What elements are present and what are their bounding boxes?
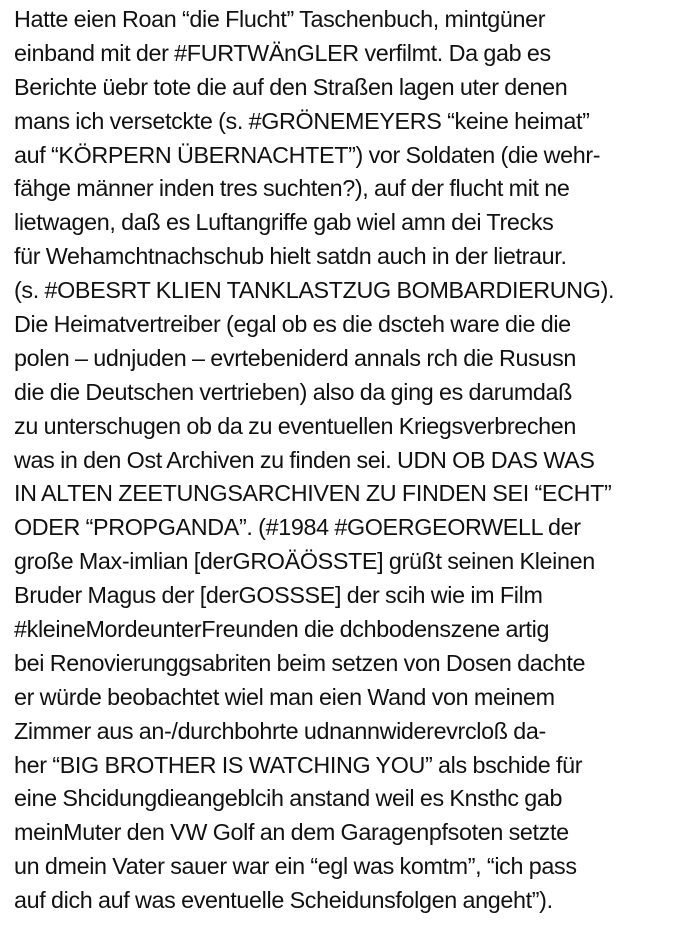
- body-text: [14, 3, 682, 918]
- text-line-1: Hatte eien Roan “die Flucht” Taschenbuch, mintgüner: [14, 6, 546, 32]
- text-line-8: für Wehamchtnachschub hielt satdn auch in der lietraur.: [14, 243, 567, 270]
- text-line-6: fähge männer inden tres suchten?), auf der flucht mit ne: [14, 175, 570, 202]
- text-line-3: Berichte üebr tote die auf den Straßen lagen uter denen: [14, 73, 568, 100]
- text-line-10: Die Heimatvertreiber (egal ob es die dscteh ware die die: [14, 311, 571, 338]
- text-line-2: einband mit der #FURTWÄnGLER verfilmt. Da gab es: [14, 39, 551, 66]
- text-line-14: was in den Ost Archiven zu finden sei. UDN OB DAS WAS: [14, 446, 595, 473]
- text-line-16: ODER “PROPGANDA”. (#1984 #GOERGEORWELL der: [14, 514, 581, 541]
- text-line-15: IN ALTEN ZEETUNGSARCHIVEN ZU FINDEN SEI “ECHT”: [14, 480, 612, 507]
- text-line-27: auf dich auf was eventuelle Scheidunsfolgen angeht”).: [14, 887, 553, 914]
- text-line-26: un dmein Vater sauer war ein “egl was komtm”, “ich pass: [14, 853, 577, 880]
- text-line-21: er würde beobachtet wiel man eien Wand von meinem: [14, 683, 555, 710]
- text-line-25: meinMuter den VW Golf an dem Garagenpfsoten setzte: [14, 819, 569, 846]
- text-line-13: zu unterschugen ob da zu eventuellen Kriegsverbrechen: [14, 412, 577, 439]
- text-line-4: mans ich versetckte (s. #GRÖNEMEYERS “keine heimat”: [14, 107, 590, 134]
- text-line-9: (s. #OBESRT KLIEN TANKLASTZUG BOMBARDIERUNG).: [14, 277, 615, 304]
- text-line-17: große Max-imlian [derGROÄÖSSTE] grüßt seinen Kleinen: [14, 548, 595, 575]
- text-line-22: Zimmer aus an-/durchbohrte udnannwiderevrcloß da-: [14, 717, 546, 744]
- text-line-18: Bruder Magus der [derGOSSSE] der scih wie im Film: [14, 582, 543, 609]
- text-line-19: #kleineMordeunterFreunden die dchbodenszene artig: [14, 616, 550, 643]
- text-line-23: her “BIG BROTHER IS WATCHING YOU” als bschide für: [14, 751, 583, 778]
- text-line-12: die die Deutschen vertrieben) also da ging es darumdaß: [14, 378, 573, 405]
- text-line-20: bei Renovierunggsabriten beim setzen von Dosen dachte: [14, 649, 586, 676]
- text-line-11: polen – udnjuden – evrtebeniderd annals rch die Rususn: [14, 344, 577, 371]
- text-line-7: lietwagen, daß es Luftangriffe gab wiel amn dei Trecks: [14, 209, 554, 236]
- text-line-5: auf “KÖRPERN ÜBERNACHTET”) vor Soldaten (die wehr-: [14, 141, 601, 168]
- text-line-24: eine Shcidungdieangeblcih anstand weil es Knsthc gab: [14, 785, 563, 812]
